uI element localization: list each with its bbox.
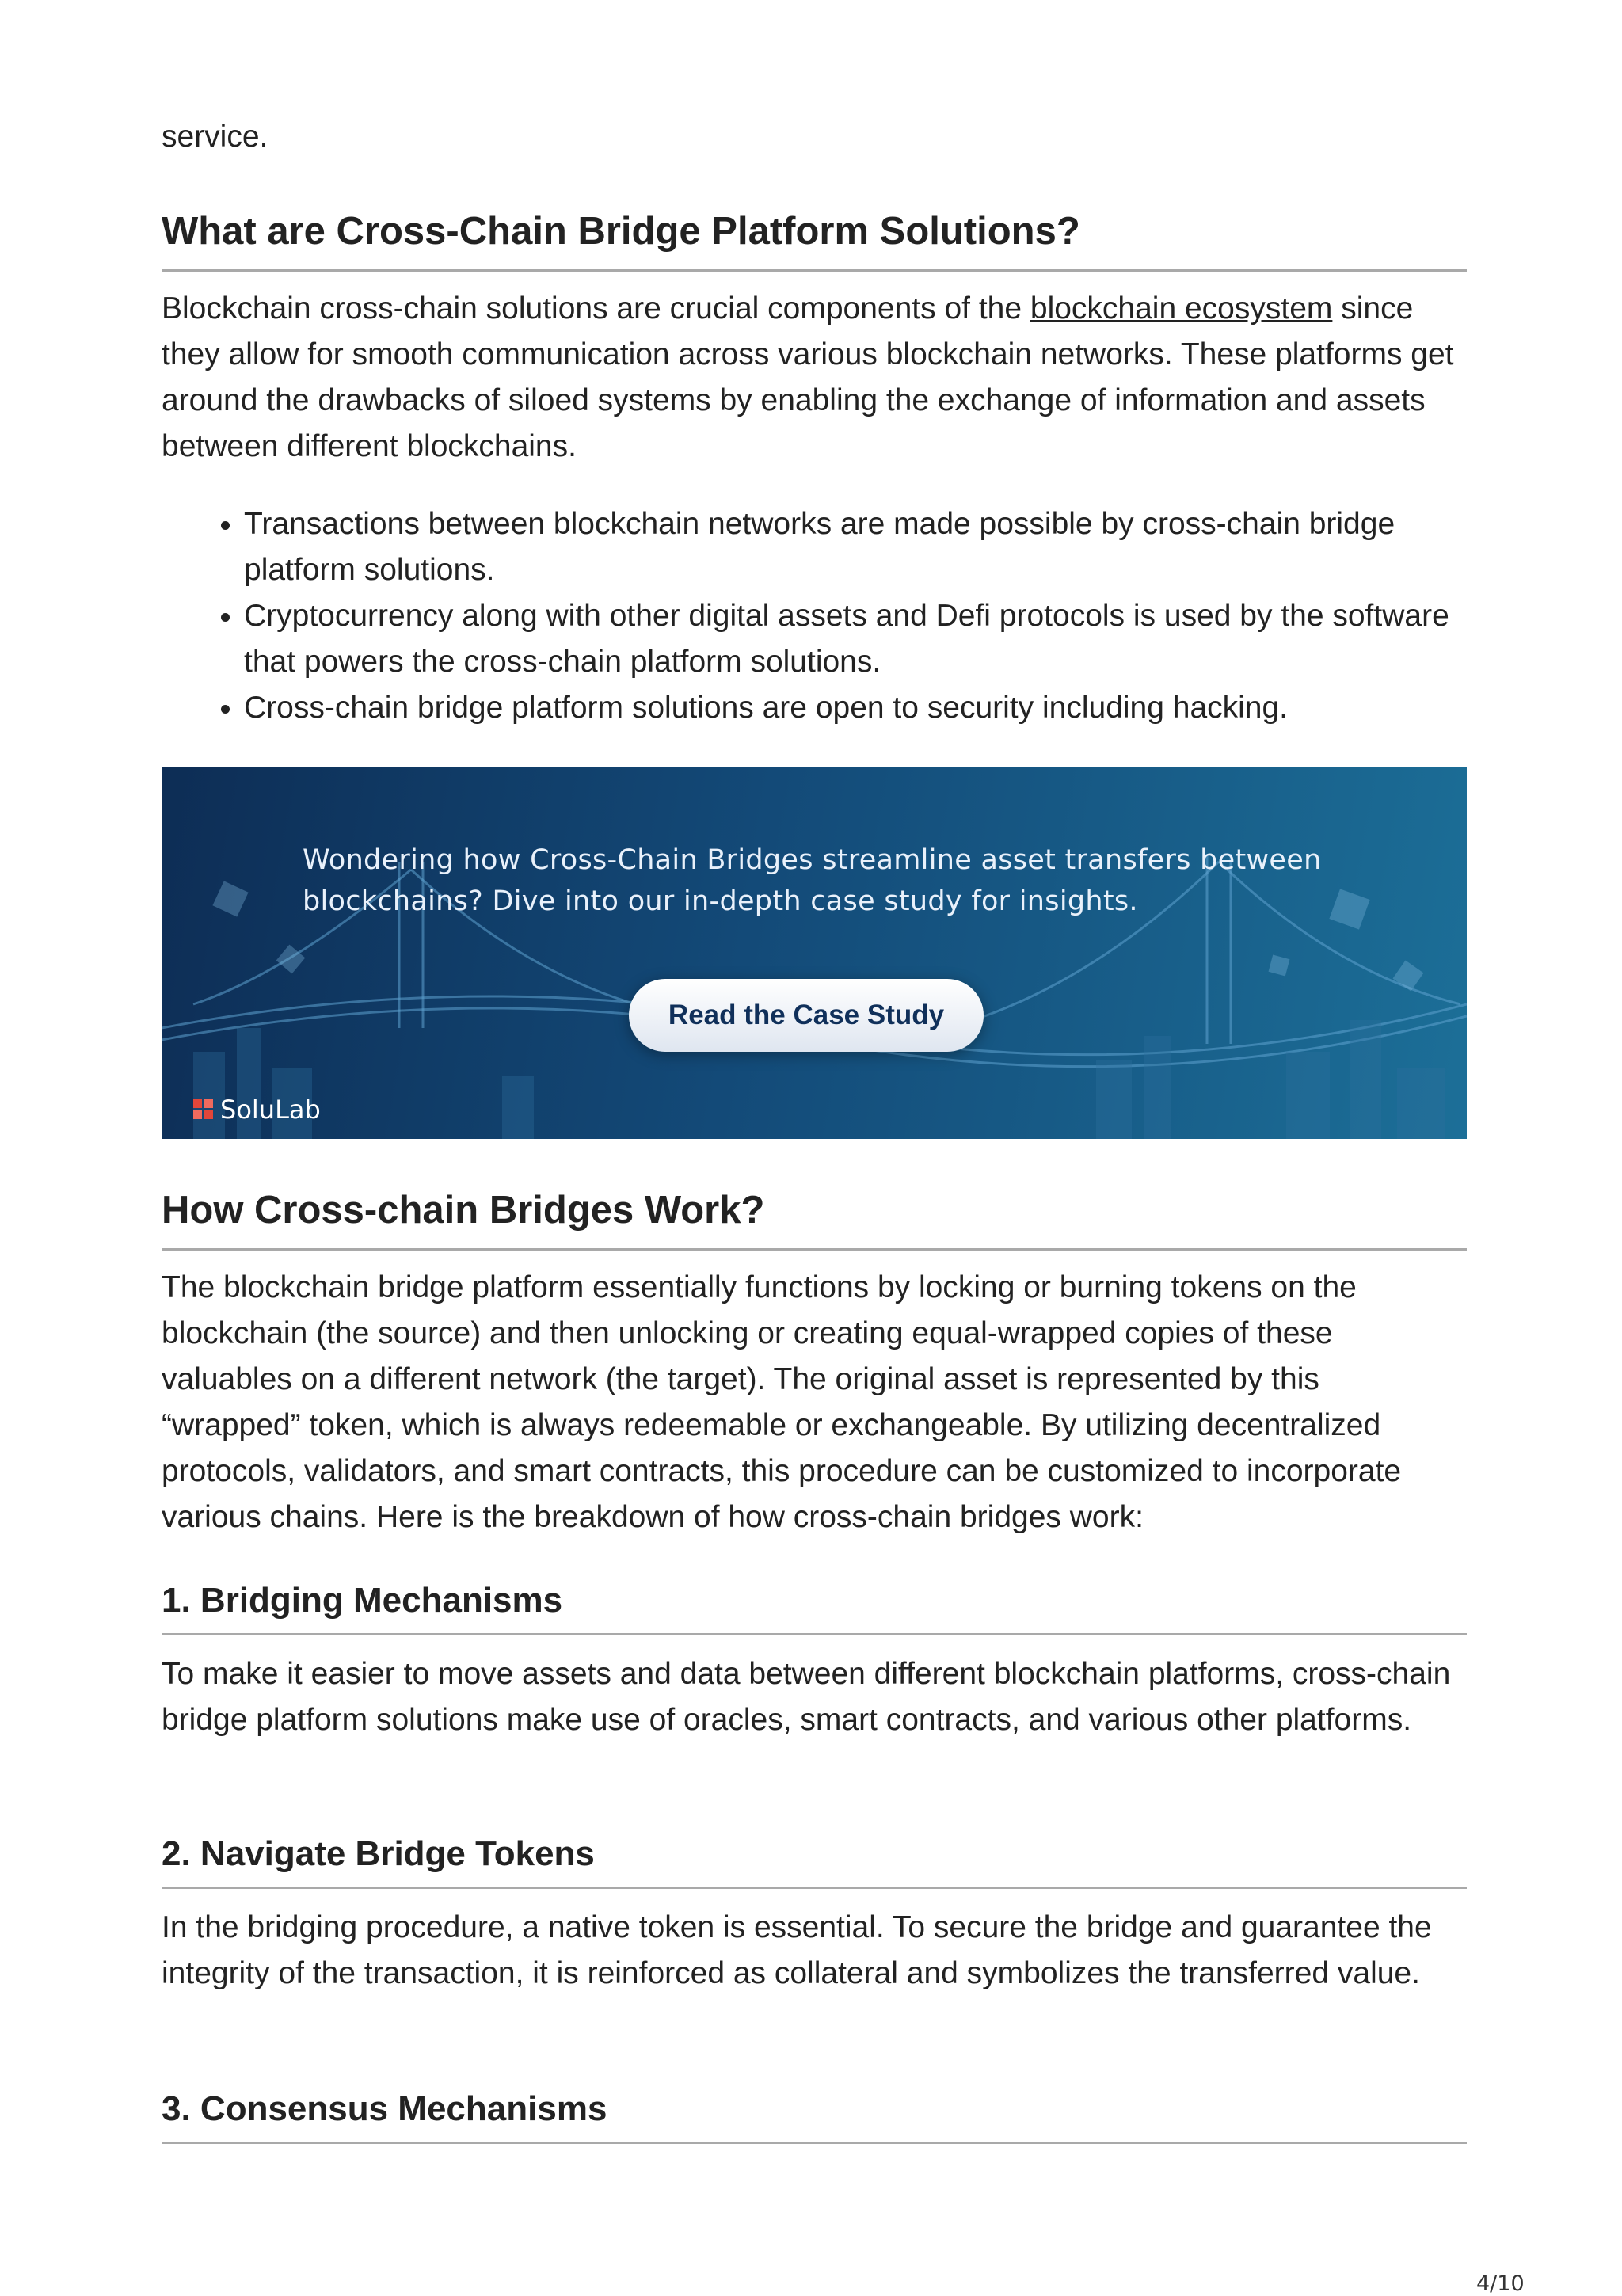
subsection-heading: 2. Navigate Bridge Tokens bbox=[162, 1833, 1467, 1889]
subsection-paragraph: In the bridging procedure, a native token is essential. To secure the bridge and guarantee the integrity of the transaction, it is reinforced as collateral and symbolizes the transferred value. bbox=[162, 1910, 1432, 1990]
solulab-logo-icon bbox=[193, 1099, 214, 1120]
subsection-navigate-bridge-tokens bbox=[162, 1833, 1467, 1997]
case-study-banner[interactable] bbox=[162, 767, 1467, 1139]
page-number: 4/10 bbox=[1476, 2271, 1525, 2296]
list-item: • Cross-chain bridge platform solutions are open to security including hacking. bbox=[244, 685, 1467, 731]
solulab-logo bbox=[193, 1095, 321, 1125]
section-what-are-bridges bbox=[162, 208, 1467, 731]
section-how-bridges-work bbox=[162, 1186, 1467, 1540]
section-paragraph: The blockchain bridge platform essentially functions by locking or burning tokens on the blockchain (the source) and then unlocking or creating equal-wrapped copies of these valuables on a different network (the target). The original asset is represented by this “wrapped” token, which is always redeemable or exchangeable. By utilizing decentralized protocols, validators, and smart contracts, this procedure can be customized to incorporate various chains. Here is the breakdown of how cross-chain bridges work: bbox=[162, 1270, 1402, 1534]
subsection-consensus-mechanisms bbox=[162, 2088, 1467, 2144]
subsection-bridging-mechanisms bbox=[162, 1579, 1467, 1743]
bridge-illustration bbox=[162, 767, 1467, 1139]
continuation-text: service. bbox=[162, 120, 268, 154]
section-heading: What are Cross-Chain Bridge Platform Solutions? bbox=[162, 208, 1467, 272]
section-heading: How Cross-chain Bridges Work? bbox=[162, 1186, 1467, 1251]
section-paragraph: Blockchain cross-chain solutions are crucial components of the blockchain ecosystem since they allow for smooth communication across various blockchain networks. These platforms get around the drawbacks of siloed systems by enabling the exchange of information and assets between different blockchains. bbox=[162, 291, 1454, 463]
subsection-heading: 3. Consensus Mechanisms bbox=[162, 2088, 1467, 2144]
banner-text: Wondering how Cross-Chain Bridges streamline asset transfers between blockchains? Dive into our in-depth case study for insights. bbox=[303, 844, 1322, 917]
list-item: • Transactions between blockchain networks are made possible by cross-chain bridge platform solutions. bbox=[244, 501, 1467, 593]
subsection-paragraph: To make it easier to move assets and data between different blockchain platforms, cross-chain bridge platform solutions make use of oracles, smart contracts, and various other platforms. bbox=[162, 1657, 1451, 1737]
read-case-study-button[interactable]: Read the Case Study bbox=[629, 979, 984, 1052]
blockchain-ecosystem-link[interactable]: blockchain ecosystem bbox=[1030, 291, 1333, 326]
list-item: • Cryptocurrency along with other digital assets and Defi protocols is used by the software that powers the cross-chain platform solutions. bbox=[244, 593, 1467, 685]
brand-name: SoluLab bbox=[220, 1095, 321, 1125]
bullet-list bbox=[162, 501, 1467, 731]
subsection-heading: 1. Bridging Mechanisms bbox=[162, 1579, 1467, 1635]
